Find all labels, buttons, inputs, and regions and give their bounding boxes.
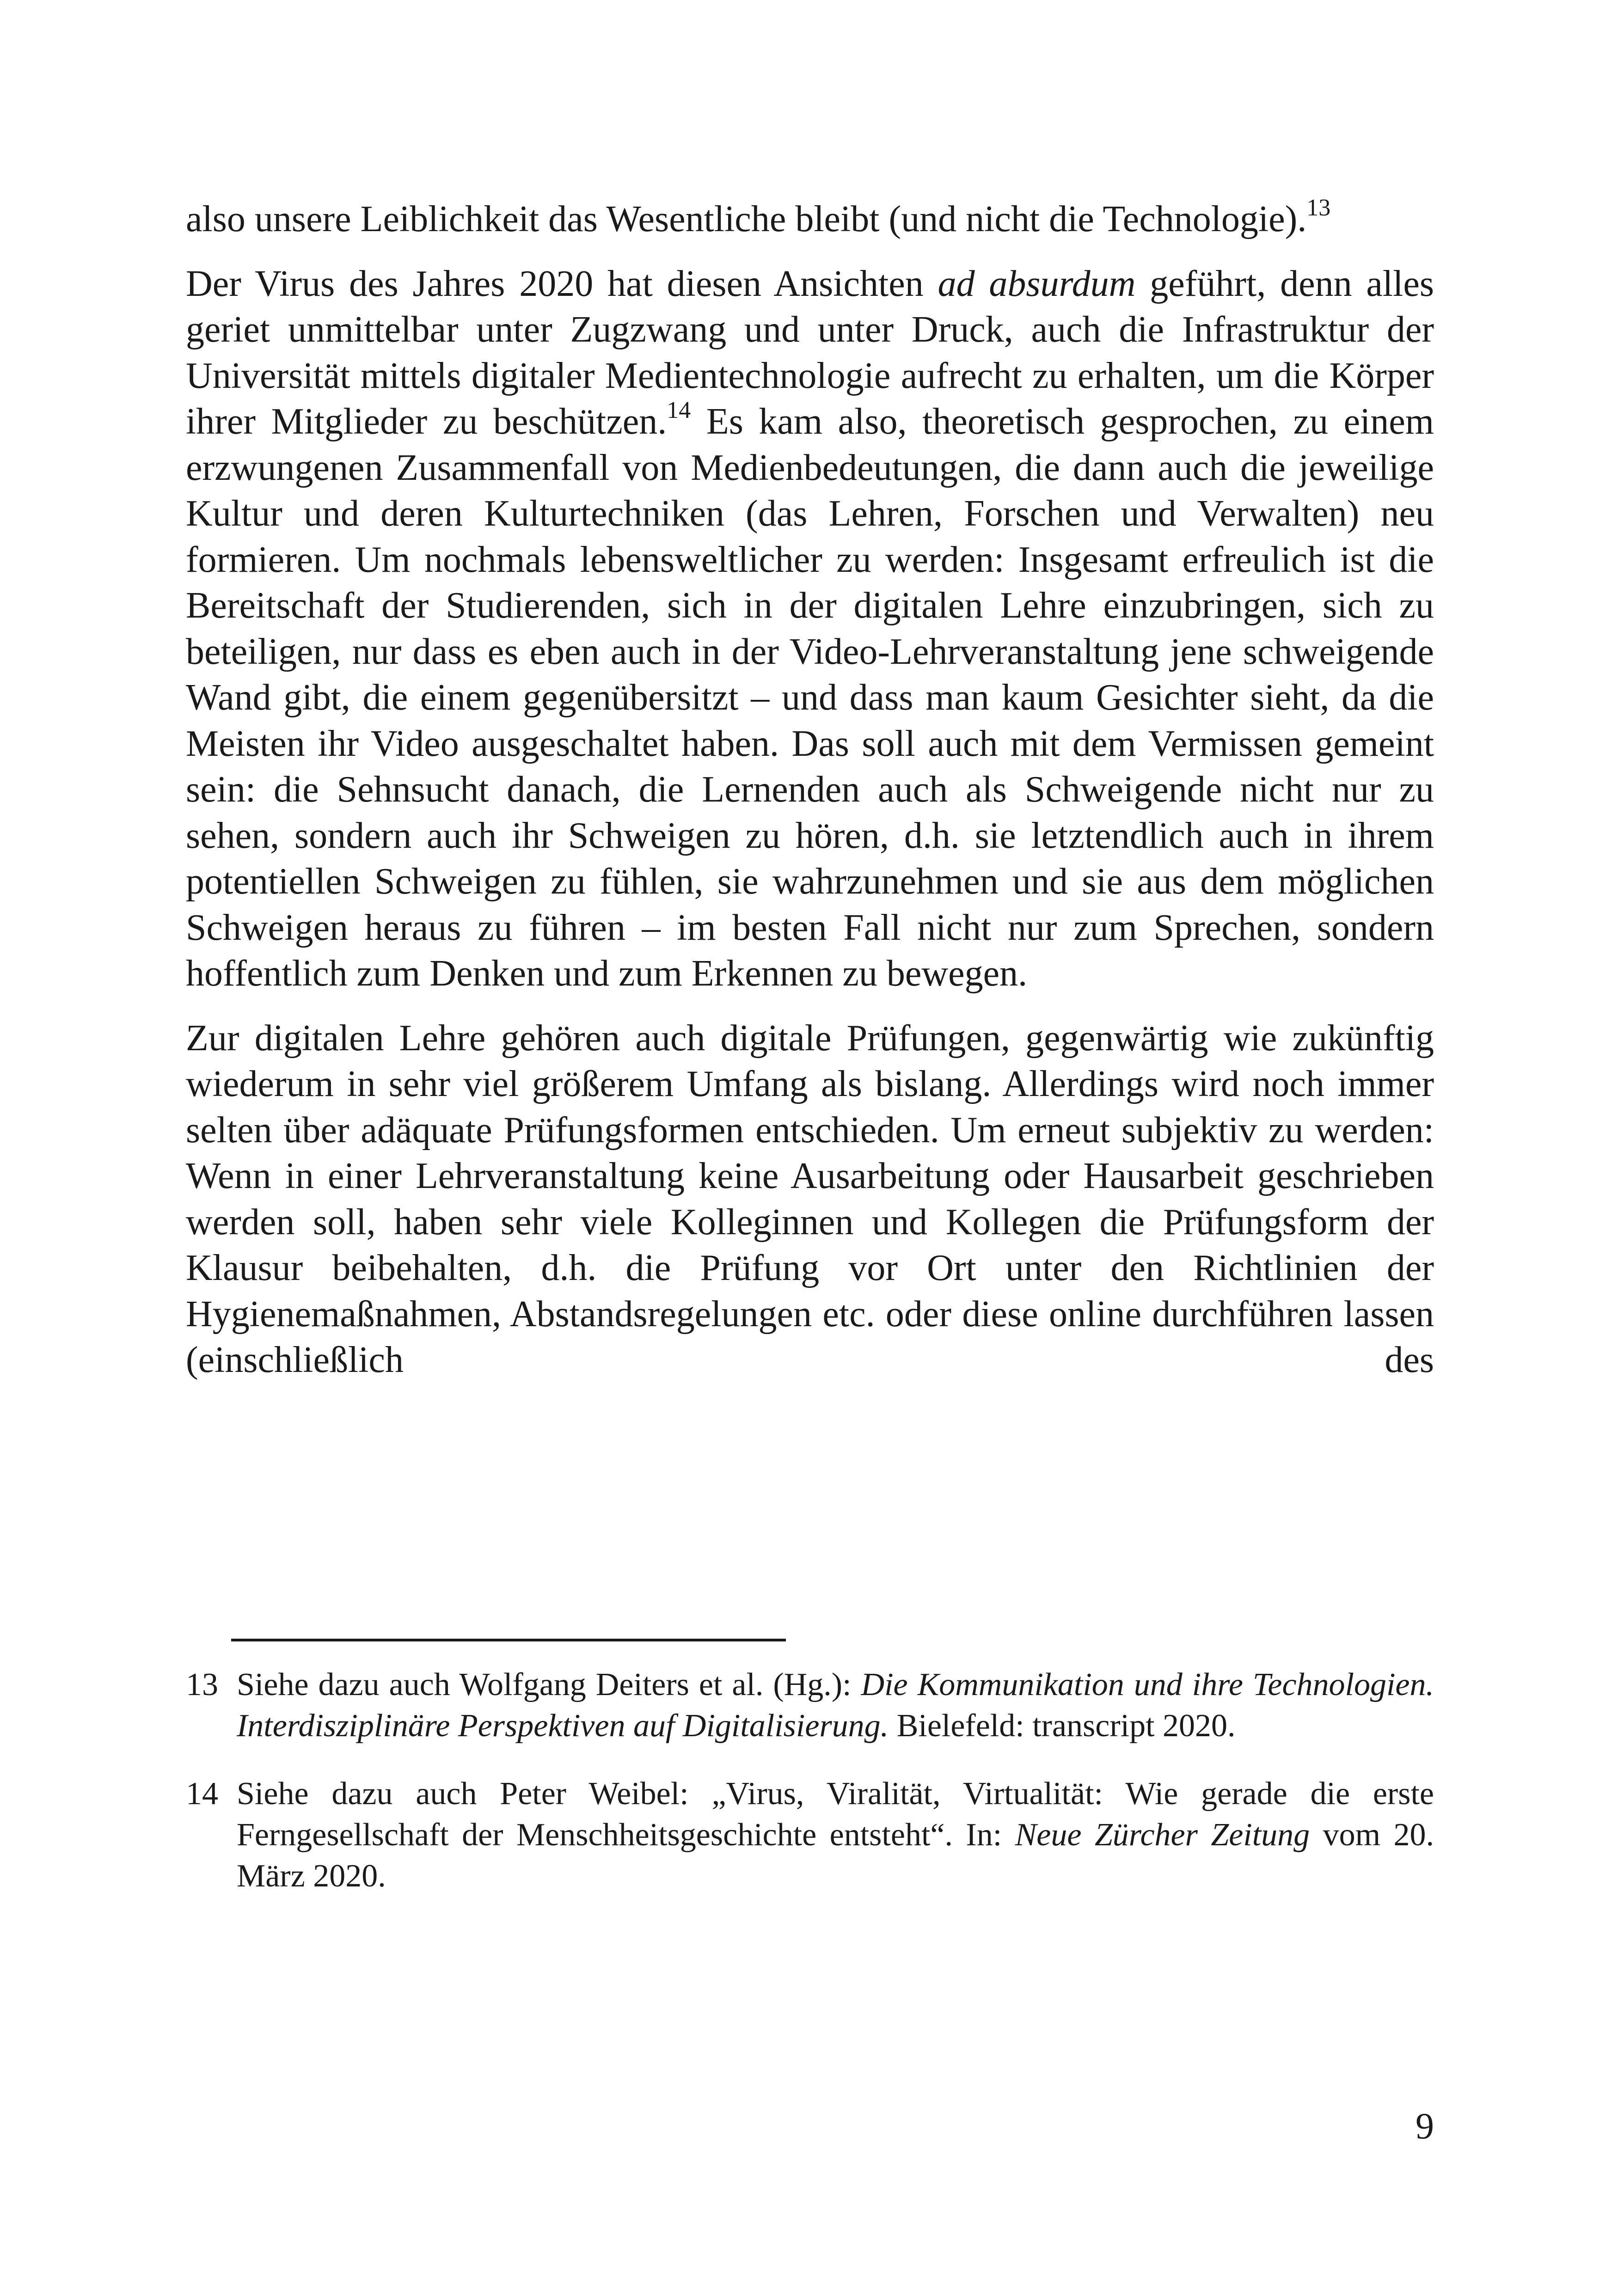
page-number: 9 bbox=[1416, 2106, 1434, 2147]
footnote-text-end: vom 20. März 2020. bbox=[237, 1817, 1434, 1894]
emphasis-ad-absurdum: ad absurdum bbox=[938, 263, 1136, 304]
footnotes bbox=[186, 1664, 1434, 1897]
body-text bbox=[186, 196, 1434, 1384]
footnote-text-start: Siehe dazu auch Wolfgang Deiters et al. (Hg.): bbox=[237, 1667, 861, 1702]
paragraph-3 bbox=[186, 1016, 1434, 1384]
footnote-text bbox=[237, 1773, 1434, 1897]
footnote-separator bbox=[231, 1639, 786, 1641]
paragraph-2 bbox=[186, 261, 1434, 997]
paragraph-2-text-start: Der Virus des Jahres 2020 hat diesen Ansichten bbox=[186, 263, 938, 304]
footnote-text-start: Siehe dazu auch Peter Weibel: „Virus, Viralität, Virtualität: Wie gerade die erste Ferngesellschaft der Menschheitsgeschichte entsteht“. In: bbox=[237, 1776, 1434, 1853]
paragraph-2-text-mid: geführt, denn alles geriet unmittelbar unter Zugzwang und unter Druck, auch die Infrastruktur der Universität mittels digitaler Medientechnologie aufrecht zu erhalten, um die Körper ihrer Mitglieder zu beschützen. bbox=[186, 263, 1434, 442]
footnote-title: Die Kommunikation und ihre Technologien. Interdisziplinäre Perspektiven auf Digitalisierung. bbox=[237, 1667, 1434, 1744]
paragraph-2-text-end: Es kam also, theoretisch gesprochen, zu einem erzwungenen Zusammenfall von Medienbedeutungen, die dann auch die jeweilige Kultur und deren Kulturtechniken (das Lehren, Forschen und Verwalten) neu formieren. Um nochmals lebensweltlicher zu werden: Insgesamt erfreulich ist die Bereitschaft der Studierenden, sich in der digitalen Lehre einzubringen, sich zu beteiligen, nur dass es eben auch in der Video-Lehrveranstaltung jene schweigende Wand gibt, die einem gegenübersitzt – und dass man kaum Gesichter sieht, da die Meisten ihr Video ausgeschaltet haben. Das soll auch mit dem Vermissen gemeint sein: die Sehnsucht danach, die Lernenden auch als Schweigende nicht nur zu sehen, sondern auch ihr Schweigen zu hören, d.h. sie letztendlich auch in ihrem potentiellen Schweigen zu fühlen, sie wahrzunehmen und sie aus dem möglichen Schweigen heraus zu führen – im besten Fall nicht nur zum Sprechen, sondern hoffentlich zum Denken und zum Erkennen zu bewegen. bbox=[186, 401, 1434, 994]
paragraph-1-text: also unsere Leiblichkeit das Wesentliche bleibt (und nicht die Technologie). bbox=[186, 199, 1307, 239]
footnote-title: Neue Zürcher Zeitung bbox=[1015, 1817, 1310, 1853]
footnote-13 bbox=[186, 1664, 1434, 1746]
footnote-ref-13: 13 bbox=[1306, 195, 1331, 221]
footnote-ref-14: 14 bbox=[667, 397, 691, 424]
footnote-14 bbox=[186, 1773, 1434, 1897]
footnote-text-end: Bielefeld: transcript 2020. bbox=[889, 1708, 1236, 1744]
footnote-number: 13 bbox=[186, 1667, 218, 1702]
paragraph-1 bbox=[186, 196, 1434, 243]
footnote-number: 14 bbox=[186, 1776, 218, 1812]
footnote-text bbox=[237, 1664, 1434, 1746]
paragraph-3-text: Zur digitalen Lehre gehören auch digitale Prüfungen, gegenwärtig wie zukünftig wiederum in sehr viel größerem Umfang als bislang. Allerdings wird noch immer selten über adäquate Prüfungsformen entschieden. Um erneut subjektiv zu werden: Wenn in einer Lehrveranstaltung keine Ausarbeitung oder Hausarbeit geschrieben werden soll, haben sehr viele Kolleginnen und Kollegen die Prüfungsform der Klausur beibehalten, d.h. die Prüfung vor Ort unter den Richtlinien der Hygienemaßnahmen, Abstandsregelungen etc. oder diese online durchführen lassen (einschließlich des bbox=[186, 1017, 1434, 1380]
